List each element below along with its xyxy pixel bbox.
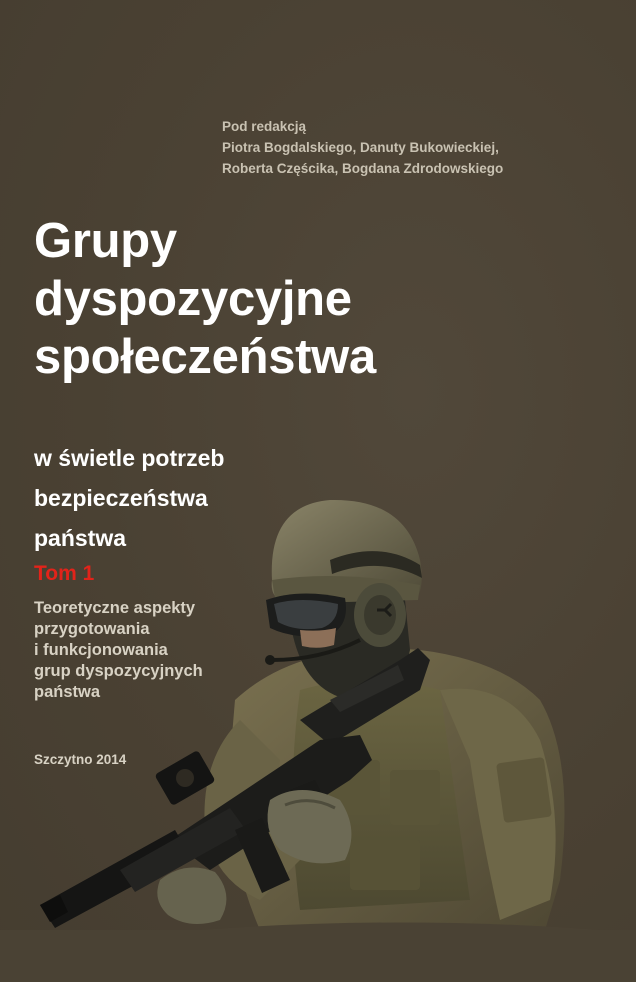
volume-desc-line-1: Teoretyczne aspekty: [34, 599, 196, 617]
place-and-year: Szczytno 2014: [34, 752, 127, 767]
volume-desc-line-5: państwa: [34, 683, 101, 701]
title-line-3: społeczeństwa: [34, 330, 376, 384]
subtitle-line-1: w świetle potrzeb: [34, 445, 225, 471]
editors-names-line-2: Roberta Częścika, Bogdana Zdrodowskiego: [222, 161, 504, 176]
volume-label: Tom 1: [34, 562, 95, 585]
subtitle-line-3: państwa: [34, 525, 127, 551]
volume-desc-line-2: przygotowania: [34, 620, 150, 638]
book-title: [34, 212, 376, 386]
editors-label: Pod redakcją: [222, 119, 307, 134]
editors-block: [222, 116, 503, 179]
title-line-2: dyspozycyjne: [34, 272, 352, 326]
editors-names-line-1: Piotra Bogdalskiego, Danuty Bukowieckiej,: [222, 140, 499, 155]
subtitle-line-2: bezpieczeństwa: [34, 485, 208, 511]
volume-desc-line-4: grup dyspozycyjnych: [34, 662, 203, 680]
volume-description: [34, 598, 203, 703]
title-line-1: Grupy: [34, 214, 177, 268]
volume-desc-line-3: i funkcjonowania: [34, 641, 168, 659]
book-subtitle: [34, 438, 224, 558]
